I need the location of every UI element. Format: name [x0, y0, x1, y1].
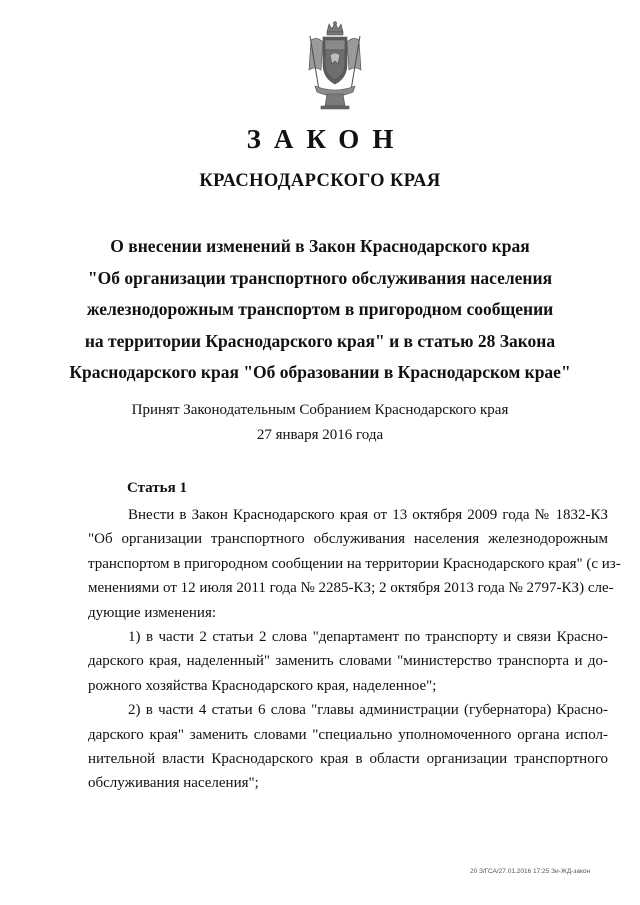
subject-line: О внесении изменений в Закон Краснодарского края [110, 236, 530, 256]
text-line: менениями от 12 июля 2011 года № 2285-КЗ; 2 октября 2013 года № 2797-КЗ) сле- [88, 580, 614, 597]
law-subject [60, 231, 580, 389]
text-line: дарского края" заменить словами "специально уполномоченного органа испол- [88, 726, 608, 743]
adoption-body: Принят Законодательным Собранием Краснодарского края [131, 402, 509, 418]
adoption-note [0, 398, 640, 448]
text-line: обслуживания населения"; [88, 775, 259, 792]
article-intro [88, 503, 621, 625]
article-body [88, 503, 621, 796]
text-line: дарского края, наделенный" заменить словами "министерство транспорта и до- [88, 653, 608, 670]
text-line: нительной власти Краснодарского края в области организации транспортного [88, 751, 608, 768]
region-title: КРАСНОДАРСКОГО КРАЯ [199, 171, 441, 191]
text-line: 2) в части 4 статьи 6 слова "главы администрации (губернатора) Красно- [128, 702, 608, 719]
article-title: Статья 1 [127, 480, 187, 496]
law-title: ЗАКОН [246, 124, 407, 154]
subject-line: на территории Краснодарского края" и в статью 28 Закона [84, 330, 556, 351]
text-line: рожного хозяйства Краснодарского края, наделенное"; [88, 677, 437, 694]
article-item-2 [88, 698, 608, 796]
subject-line: железнодорожным транспортом в пригородном сообщении [86, 299, 554, 319]
text-line: 1) в части 2 статьи 2 слова "департамент по транспорту и связи Красно- [128, 629, 608, 646]
footer-stamp: 20 З/ГСА/27.01.2016 17:25 Зи-ЖД-закон [470, 868, 591, 875]
subject-line: Краснодарского края "Об образовании в Краснодарском крае" [69, 362, 571, 382]
text-line: "Об организации транспортного обслуживания населения железнодорожным [88, 531, 608, 548]
article-item-1 [88, 625, 608, 698]
coat-of-arms-icon [303, 20, 367, 110]
text-line: дующие изменения: [88, 604, 217, 621]
subject-line: "Об организации транспортного обслуживания населения [87, 267, 553, 288]
adoption-date: 27 января 2016 года [256, 427, 384, 443]
text-line: Внести в Закон Краснодарского края от 13 октября 2009 года № 1832-КЗ [128, 507, 608, 523]
text-line: транспортом в пригородном сообщении на территории Краснодарского края" (с из- [88, 555, 621, 572]
